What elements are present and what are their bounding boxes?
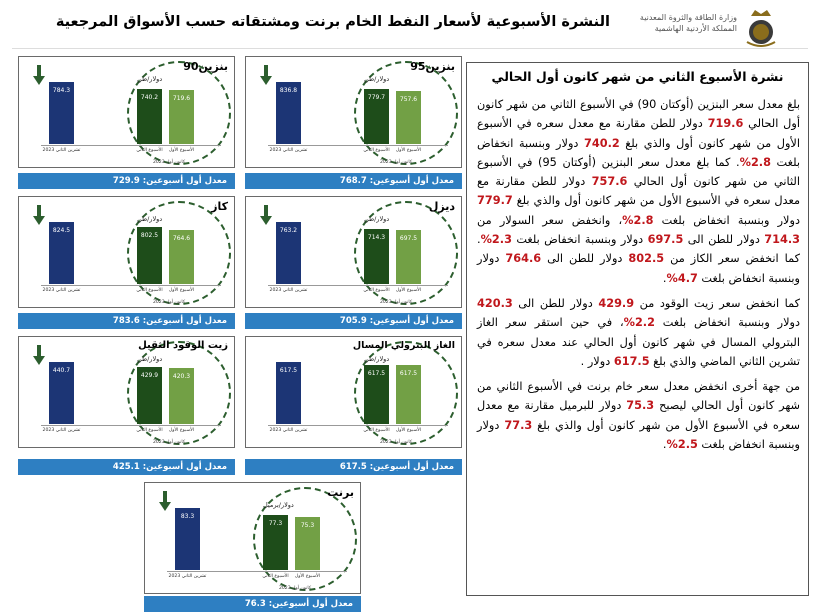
page-title: النشرة الأسبوعية لأسعار النفط الخام برنت ومشتقاته حسب الأسواق المرجعية [55, 14, 610, 30]
bar-prev-month [276, 222, 301, 284]
chart-axis [41, 145, 221, 146]
xlabel-prev-month: تشرين الثاني 2023 [269, 288, 308, 293]
highlighted-value: 75.3 [626, 399, 655, 413]
header-divider [12, 48, 808, 49]
highlighted-value: 757.6 [591, 175, 628, 189]
chart-axis [268, 425, 448, 426]
chart-axis [268, 145, 448, 146]
xlabel-week1: الأسبوع الأول [395, 428, 422, 433]
highlighted-value: 2.8% [622, 213, 654, 227]
xlabel-prev-month: تشرين الثاني 2023 [269, 428, 308, 433]
bar-week2 [396, 91, 421, 144]
report-text: دولار . [580, 354, 614, 368]
xlabel-week2: الأسبوع الثاني [136, 428, 163, 433]
unit-label: دولار/طن [364, 75, 390, 83]
bar-prev-month [49, 222, 74, 284]
bar-value-week1: 714.3 [367, 233, 386, 241]
bar-value-prev: 784.3 [52, 87, 71, 94]
two-week-average-box: معدل أول أسبوعين: 705.9 [245, 313, 462, 329]
report-paragraph-3 [477, 377, 800, 454]
bar-value-week1: 77.3 [268, 520, 283, 528]
xlabel-prev-month: تشرين الثاني 2023 [42, 288, 81, 293]
product-title: بنزين95 [410, 60, 455, 73]
chart-card-lpg [245, 336, 462, 448]
unit-label: دولار/طن [364, 355, 390, 363]
bar-value-week1: 802.5 [140, 231, 159, 239]
report-text: ، وانخفض سعر السولار من [477, 213, 623, 227]
report-text: . [662, 438, 667, 452]
bar-value-prev: 617.5 [279, 367, 298, 374]
bar-value-week2: 75.3 [300, 521, 315, 529]
xlabel-current-month: كانون أول 2023 [379, 160, 413, 165]
two-week-average-box: معدل أول أسبوعين: 729.9 [18, 173, 235, 189]
bar-week2 [396, 365, 421, 424]
bar-value-week2: 420.3 [172, 372, 191, 380]
bar-prev-month [49, 82, 74, 144]
report-text: دولار للطن الى [512, 296, 599, 310]
bar-value-week1: 429.9 [140, 371, 159, 379]
bar-prev-month [175, 508, 200, 570]
bar-week1 [263, 515, 288, 570]
highlighted-value: 4.7% [666, 271, 698, 285]
product-title: زيت الوقود الثقيل [138, 340, 228, 351]
bar-week1 [137, 227, 162, 284]
xlabel-current-month: كانون أول 2023 [278, 586, 312, 591]
bar-week1 [137, 367, 162, 424]
unit-label: دولار/طن [137, 355, 163, 363]
xlabel-week2: الأسبوع الثاني [363, 148, 390, 153]
two-week-average-box: معدل أول أسبوعين: 783.6 [18, 313, 235, 329]
product-title: كاز [211, 200, 228, 213]
bar-value-prev: 440.7 [52, 367, 71, 374]
bar-value-prev: 836.8 [279, 87, 298, 94]
bar-value-week1: 779.7 [367, 94, 386, 102]
two-week-average-box: معدل أول أسبوعين: 768.7 [245, 173, 462, 189]
bar-week2 [169, 230, 194, 284]
bar-value-week1: 740.2 [140, 93, 159, 101]
down-arrow-icon [159, 491, 171, 511]
ministry-line-1: وزارة الطاقة والثروة المعدنية [639, 13, 737, 22]
xlabel-week2: الأسبوع الثاني [262, 574, 289, 579]
xlabel-week2: الأسبوع الثاني [363, 288, 390, 293]
bar-week1 [364, 365, 389, 424]
report-text: دولار للطن الى [683, 233, 765, 247]
bar-week1 [364, 229, 389, 284]
xlabel-week1: الأسبوع الأول [294, 574, 321, 579]
down-arrow-icon [260, 65, 272, 85]
product-title: الغاز البترولي المسال [352, 340, 455, 351]
xlabel-prev-month: تشرين الثاني 2023 [42, 428, 81, 433]
bar-prev-month [276, 362, 301, 424]
report-text: دولار للطن مقارنة مع معدل سعره في الأسبوع الأول من شهر كانون أول والذي بلغ [477, 117, 800, 150]
bar-value-week2: 697.5 [399, 235, 418, 243]
xlabel-week1: الأسبوع الأول [168, 288, 195, 293]
report-text: كما انخفض سعر زيت الوقود من [634, 296, 800, 310]
report-text: من جهة أخرى انخفض معدل سعر خام برنت في الأسبوع الثاني من شهر كانون أول الحالي ليصبح [477, 380, 800, 413]
bar-prev-month [276, 82, 301, 144]
xlabel-week1: الأسبوع الأول [395, 148, 422, 153]
report-text: دولار وبنسبة انخفاض بلغت [477, 136, 800, 169]
bar-value-week2: 757.6 [399, 95, 418, 103]
chart-card-brent [144, 482, 361, 594]
two-week-average-box: معدل أول أسبوعين: 425.1 [18, 459, 235, 475]
chart-card-fuel-oil [18, 336, 235, 448]
report-text: دولار وبنسبة انخفاض بلغت [477, 418, 800, 452]
two-week-average-box: معدل أول أسبوعين: 76.3 [144, 596, 361, 612]
xlabel-current-month: كانون أول 2023 [379, 300, 413, 305]
highlighted-value: 802.5 [628, 252, 665, 266]
highlighted-value: 2.5% [666, 438, 698, 452]
bar-value-prev: 83.3 [180, 513, 195, 520]
chart-card-diesel [245, 196, 462, 308]
highlighted-value: 617.5 [613, 354, 650, 368]
highlighted-value: 2.3% [480, 233, 512, 247]
bar-value-week1: 617.5 [367, 370, 386, 377]
highlighted-value: 429.9 [598, 296, 635, 310]
xlabel-prev-month: تشرين الثاني 2023 [42, 148, 81, 153]
chart-card-gas [18, 196, 235, 308]
chart-card-gasoline95 [245, 56, 462, 168]
highlighted-value: 714.3 [764, 233, 800, 247]
product-title: ديزل [428, 200, 455, 213]
down-arrow-icon [33, 205, 45, 225]
bar-prev-month [49, 362, 74, 424]
report-text: . كما انخفض سعر الكاز من [477, 233, 800, 266]
highlighted-value: 764.6 [505, 252, 542, 266]
xlabel-week1: الأسبوع الأول [168, 148, 195, 153]
xlabel-current-month: كانون أول 2023 [152, 300, 186, 305]
xlabel-current-month: كانون أول 2023 [152, 440, 186, 445]
bar-week2 [169, 368, 194, 424]
xlabel-week2: الأسبوع الثاني [136, 288, 163, 293]
report-text: دولار للبرميل مقارنة مع معدل سعره في الأسبوع الأول من شهر كانون أول والذي بلغ [477, 399, 800, 432]
xlabel-prev-month: تشرين الثاني 2023 [269, 148, 308, 153]
xlabel-week1: الأسبوع الأول [168, 428, 195, 433]
report-paragraph-1 [477, 95, 800, 288]
xlabel-current-month: كانون أول 2023 [152, 160, 186, 165]
crown-emblem-icon [743, 6, 779, 50]
highlighted-value: 420.3 [477, 296, 513, 310]
report-text: دولار للطن الى [541, 252, 629, 266]
highlighted-value: 779.7 [477, 194, 513, 208]
report-body [477, 95, 800, 460]
bar-value-week2: 617.5 [399, 370, 418, 377]
report-text: دولار وبنسبة انخفاض بلغت [477, 252, 800, 285]
xlabel-week2: الأسبوع الثاني [136, 148, 163, 153]
report-panel [466, 62, 809, 596]
ministry-line-2: المملكة الأردنية الهاشمية [654, 24, 737, 33]
highlighted-value: 2.8% [739, 155, 771, 169]
highlighted-value: 719.6 [707, 117, 744, 131]
bar-week1 [137, 89, 162, 145]
bar-week1 [364, 89, 389, 144]
xlabel-week2: الأسبوع الثاني [363, 428, 390, 433]
unit-label: دولار/طن [137, 75, 163, 83]
highlighted-value: 2.2% [623, 316, 655, 330]
xlabel-week1: الأسبوع الأول [395, 288, 422, 293]
chart-axis [41, 425, 221, 426]
xlabel-current-month: كانون أول 2023 [379, 440, 413, 445]
highlighted-value: 697.5 [647, 233, 684, 247]
unit-label: دولار/برميل [263, 501, 294, 509]
chart-card-gasoline90 [18, 56, 235, 168]
two-week-average-box: معدل أول أسبوعين: 617.5 [245, 459, 462, 475]
unit-label: دولار/طن [137, 215, 163, 223]
page-header [0, 0, 820, 50]
down-arrow-icon [33, 65, 45, 85]
chart-axis [268, 285, 448, 286]
ministry-name [640, 12, 737, 34]
product-title: برنت [327, 486, 354, 499]
report-text: دولار للطن مقارنة مع معدل سعره في الأسبوع الأول من شهر كانون أول والذي بلغ [477, 175, 800, 208]
highlighted-value: 740.2 [583, 136, 620, 150]
report-text: دولار وبنسبة انخفاض بلغت [653, 213, 800, 227]
chart-axis [167, 571, 347, 572]
report-paragraph-2 [477, 294, 800, 371]
report-title: نشرة الأسبوع الثاني من شهر كانون أول الحالي [491, 69, 784, 84]
report-text: دولار وبنسبة انخفاض بلغت [511, 233, 648, 247]
product-title: بنزين90 [183, 60, 228, 73]
report-text: . [662, 271, 667, 285]
down-arrow-icon [260, 205, 272, 225]
highlighted-value: 77.3 [504, 418, 533, 432]
bar-week2 [295, 517, 320, 570]
report-text: . كما بلغ معدل سعر البنزين (أوكتان 95) في الأسبوع الثاني من شهر كانون أول الحالي [477, 155, 800, 189]
bar-value-prev: 824.5 [52, 227, 71, 234]
ministry-logo [639, 6, 779, 50]
down-arrow-icon [33, 345, 45, 365]
report-text: ، في حين استقر سعر الغاز البترولي المسال في شهر كانون أول الحالي عند معدل سعره في تشرين الثاني الماضي والذي بلغ [477, 316, 800, 368]
report-text: دولار وبنسبة انخفاض بلغت [654, 316, 800, 330]
unit-label: دولار/طن [364, 215, 390, 223]
bar-value-week2: 719.6 [172, 95, 191, 103]
xlabel-prev-month: تشرين الثاني 2023 [168, 574, 207, 579]
bar-week2 [396, 230, 421, 284]
chart-axis [41, 285, 221, 286]
bar-value-prev: 763.2 [279, 227, 298, 234]
report-text: بلغ معدل سعر البنزين (أوكتان 90) في الأسبوع الثاني من شهر كانون أول الحالي [477, 98, 800, 131]
bar-value-week2: 764.6 [172, 234, 191, 242]
bar-week2 [169, 90, 194, 144]
